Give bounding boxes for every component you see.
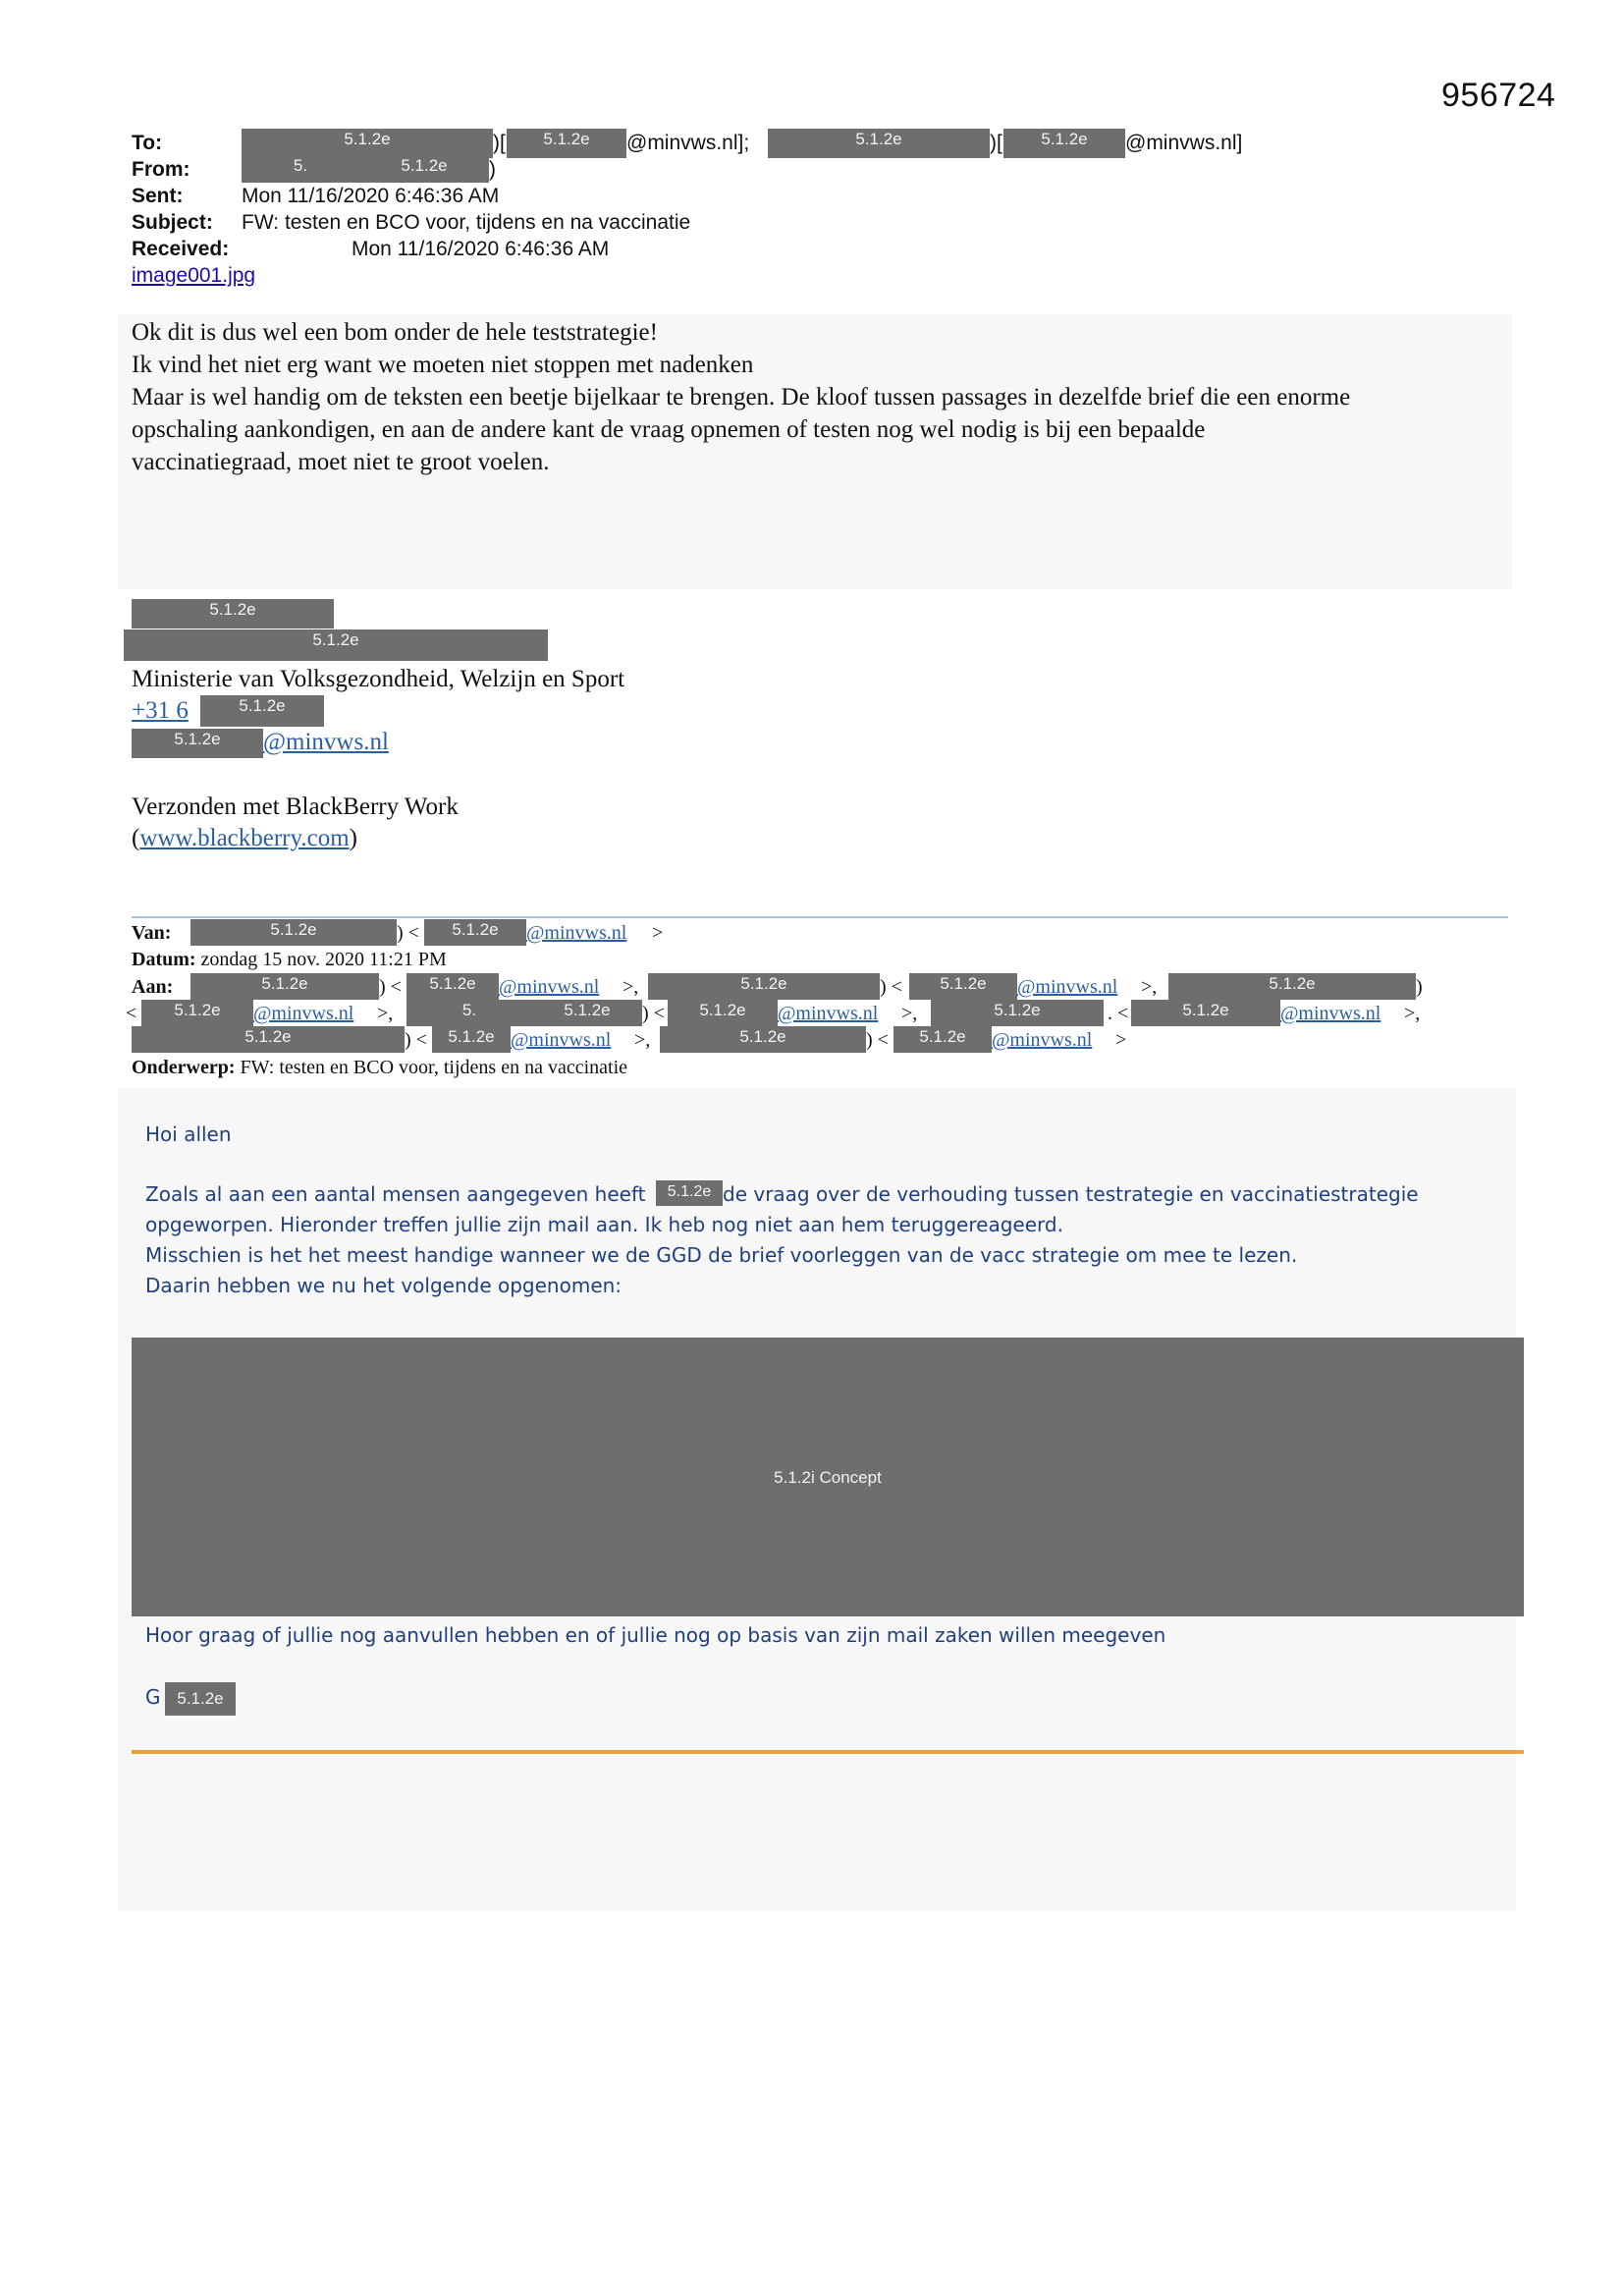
header-to-label: To: (132, 132, 163, 154)
received-value: Mon 11/16/2020 6:46:36 AM (352, 238, 610, 260)
redaction-aan: 5.1.2e (909, 973, 1017, 1000)
redaction-to-name-1: 5.1.2e (242, 129, 493, 158)
subject-value: FW: testen en BCO voor, tijdens en na vaccinatie (242, 211, 691, 234)
message-line: opschaling aankondigen, en aan de andere kant de vraag opnemen of testen nog wel nodig is bij een bepaalde (132, 416, 1206, 443)
redaction-from-partial: 5. (242, 155, 359, 183)
header-from-label: From: (132, 158, 190, 181)
header-subject-label: Subject: (132, 211, 213, 234)
attachment-link[interactable]: image001.jpg (132, 264, 256, 287)
fwd-aan-label: Aan: (132, 976, 174, 998)
redaction-sig-title: 5.1.2e (124, 629, 548, 661)
from-close: ) (489, 158, 496, 181)
inner-greeting: Hoi allen (145, 1122, 232, 1146)
fwd-datum: Datum: zondag 15 nov. 2020 11:21 PM (132, 949, 447, 970)
redaction-aan: 5.1.2e (190, 973, 379, 1000)
message-line: Ok dit is dus wel een bom onder de hele teststrategie! (132, 319, 658, 346)
fwd-aan-domain[interactable]: @minvws.nl (511, 1029, 612, 1051)
header-sent-label: Sent: (132, 185, 184, 207)
fwd-lt: ) < (405, 1029, 427, 1051)
redaction-inner-name: 5.1.2e (656, 1180, 723, 1206)
fwd-aan-domain[interactable]: @minvws.nl (1280, 1003, 1381, 1024)
fwd-lt: ) < (642, 1003, 665, 1024)
redaction-aan: 5.1.2e (406, 973, 499, 1000)
redaction-aan: 5.1.2e (893, 1026, 992, 1053)
inner-closing: Hoor graag of jullie nog aanvullen hebben en of jullie nog op basis van zijn mail zaken willen meegeven (145, 1623, 1166, 1647)
redaction-to-name-2: 5.1.2e (768, 129, 990, 158)
signature-email-domain[interactable]: @minvws.nl (263, 729, 389, 755)
redaction-aan: 5.1.2e (141, 1000, 253, 1026)
fwd-lt-dot: . < (1108, 1003, 1129, 1024)
fwd-datum-value: zondag 15 nov. 2020 11:21 PM (200, 949, 447, 970)
redaction-aan: 5.1.2e (668, 1000, 778, 1026)
sent-with-blackberry: Verzonden met BlackBerry Work (132, 793, 459, 820)
fwd-gt-comma: >, (623, 976, 639, 998)
redaction-van-email: 5.1.2e (424, 919, 526, 946)
fwd-van-label: Van: (132, 922, 172, 944)
redaction-from: 5.1.2e (359, 155, 489, 183)
message-line: Ik vind het niet erg want we moeten niet stoppen met nadenken (132, 352, 754, 378)
redaction-aan: 5.1.2e (1131, 1000, 1280, 1026)
inner-p3: Misschien is het het meest handige wanneer we de GGD de brief voorleggen van de vacc strategie om mee te lezen. (145, 1243, 1298, 1267)
to-domain-2: @minvws.nl] (1125, 132, 1243, 154)
document-number: 956724 (1441, 77, 1556, 114)
sent-value: Mon 11/16/2020 6:46:36 AM (242, 185, 500, 207)
message-body (132, 316, 1526, 478)
blackberry-line (132, 823, 357, 854)
fwd-lt: ) < (880, 976, 902, 998)
fwd-onderwerp: Onderwerp: FW: testen en BCO voor, tijdens en na vaccinatie (132, 1057, 628, 1078)
redaction-aan: 5.1.2e (132, 1026, 405, 1053)
to-domain-1: @minvws.nl]; (626, 132, 750, 154)
fwd-gt-comma: >, (901, 1003, 918, 1024)
fwd-gt-comma: >, (1141, 976, 1158, 998)
redaction-van-name: 5.1.2e (190, 919, 397, 946)
redaction-aan: 5.1.2e (931, 1000, 1104, 1026)
fwd-gt-comma: >, (1404, 1003, 1421, 1024)
fwd-gt: > (652, 922, 664, 944)
fwd-van-domain[interactable]: @minvws.nl (526, 922, 627, 944)
fwd-aan-domain[interactable]: @minvws.nl (992, 1029, 1093, 1051)
fwd-gt: > (1115, 1029, 1127, 1051)
fwd-onderwerp-value: FW: testen en BCO voor, tijdens en na vaccinatie (240, 1057, 628, 1078)
bracket-open-2: )[ (990, 132, 1002, 154)
fwd-lt-start: < (126, 1003, 137, 1024)
signature-ministry: Ministerie van Volksgezondheid, Welzijn en Sport (132, 666, 625, 692)
redaction-aan: 5.1.2e (432, 1026, 511, 1053)
fwd-aan-domain[interactable]: @minvws.nl (778, 1003, 879, 1024)
redaction-to-email-2: 5.1.2e (1003, 129, 1125, 158)
fwd-aan-domain[interactable]: @minvws.nl (499, 976, 600, 998)
redaction-aan: 5.1.2e (648, 973, 880, 1000)
inner-p4: Daarin hebben we nu het volgende opgenomen: (145, 1274, 623, 1297)
paren-close: ) (349, 825, 357, 851)
forward-divider (132, 916, 1508, 918)
fwd-aan-domain[interactable]: @minvws.nl (253, 1003, 354, 1024)
paren-open: ( (132, 825, 140, 851)
inner-p1b: de vraag over de verhouding tussen testrategie en vaccinatiestrategie (723, 1182, 1419, 1206)
fwd-close: ) (1416, 976, 1423, 998)
inner-p2: opgeworpen. Hieronder treffen jullie zijn mail aan. Ik heb nog niet aan hem teruggereageerd. (145, 1213, 1063, 1236)
message-line: vaccinatiegraad, moet niet te groot voelen. (132, 449, 550, 475)
bracket-open: )[ (493, 132, 506, 154)
fwd-gt-comma: >, (377, 1003, 394, 1024)
header-received-label: Received: (132, 238, 230, 260)
redaction-aan: 5.1.2e (532, 1000, 642, 1026)
fwd-lt: ) < (397, 922, 419, 944)
fwd-lt: ) < (379, 976, 402, 998)
redaction-concept-block: 5.1.2i Concept (132, 1338, 1524, 1616)
redaction-aan-partial: 5. (406, 1000, 532, 1026)
redaction-aan: 5.1.2e (660, 1026, 866, 1053)
redaction-aan: 5.1.2e (1168, 973, 1416, 1000)
redaction-inner-signature: 5.1.2e (165, 1682, 236, 1716)
message-line: Maar is wel handig om de teksten een beetje bijelkaar te brengen. De kloof tussen passages in dezelfde brief die een enorme (132, 384, 1351, 410)
fwd-aan-domain[interactable]: @minvws.nl (1017, 976, 1118, 998)
redaction-sig-email: 5.1.2e (132, 729, 263, 758)
redaction-sig-name: 5.1.2e (132, 599, 334, 629)
orange-divider (132, 1750, 1524, 1754)
signature-phone[interactable]: +31 6 (132, 697, 189, 724)
inner-p1a: Zoals al aan een aantal mensen aangegeven heeft (145, 1182, 646, 1206)
fwd-lt: ) < (866, 1029, 889, 1051)
fwd-gt-comma: >, (634, 1029, 651, 1051)
redaction-sig-phone: 5.1.2e (200, 695, 324, 727)
inner-sign-g: G (145, 1685, 161, 1709)
redaction-to-email-1: 5.1.2e (507, 129, 626, 158)
blackberry-link[interactable]: www.blackberry.com (139, 825, 350, 851)
